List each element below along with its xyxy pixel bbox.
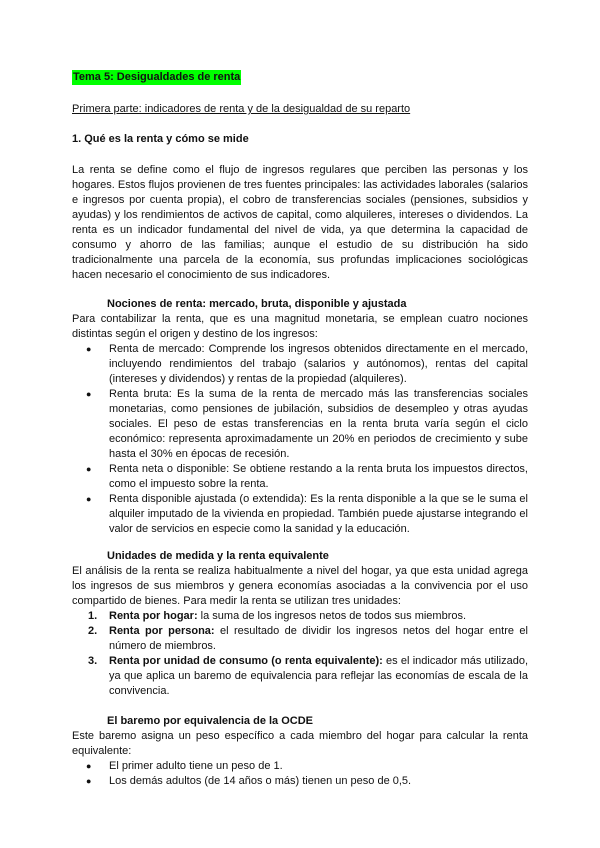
list-item xyxy=(72,654,528,699)
list-number: 1. xyxy=(88,610,98,622)
list-number: 3. xyxy=(88,655,98,667)
nociones-list xyxy=(72,342,528,537)
list-item: ● El primer adulto tiene un peso de 1. xyxy=(72,759,528,774)
title-highlight: Tema 5: Desigualdades de renta xyxy=(73,71,241,83)
list-item: ● Renta neta o disponible: Se obtiene restando a la renta bruta los impuestos directos, como el impuesto sobre la renta. xyxy=(72,462,528,492)
list-item: ● Los demás adultos (de 14 años o más) tienen un peso de 0,5. xyxy=(72,774,528,789)
list-item: ● Renta bruta: Es la suma de la renta de mercado más las transferencias sociales monetarias, como pensiones de jubilación, subsidios de desempleo y otras ayudas sociales. El peso de estas transferencias en la renta bruta varía según el ciclo económico: representa aproximadamente un 20% en periodos de crecimiento y sube hasta el 30% en épocas de recesión. xyxy=(72,387,528,462)
list-number: 2. xyxy=(88,625,98,637)
list-item: ● Renta de mercado: Comprende los ingresos obtenidos directamente en el mercado, incluyendo rendimientos del trabajo (salarios y autónomos), rentas del capital (intereses y dividendos) y rentas de la propiedad (alquileres). xyxy=(72,342,528,387)
nociones-intro: Para contabilizar la renta, que es una magnitud monetaria, se emplean cuatro nociones distintas según el origen y destino de los ingresos: xyxy=(72,313,528,340)
document-subtitle: Primera parte: indicadores de renta y de la desigualdad de su reparto xyxy=(72,103,411,115)
list-term: Renta por hogar: xyxy=(109,610,198,622)
subheading-baremo: El baremo por equivalencia de la OCDE xyxy=(107,715,314,727)
list-term: Renta por unidad de consumo (o renta equivalente): xyxy=(109,655,383,667)
list-term: Renta por persona: xyxy=(109,625,215,637)
subheading-nociones: Nociones de renta: mercado, bruta, disponible y ajustada xyxy=(107,298,407,310)
list-text: es el indicador más utilizado, ya que aplica un baremo de equivalencia para reflejar las economías de escala de la convivencia. xyxy=(109,655,529,697)
document-title xyxy=(72,70,528,85)
section-heading-renta: 1. Qué es la renta y cómo se mide xyxy=(72,133,249,145)
unidades-list xyxy=(72,609,528,699)
list-text: el resultado de dividir los ingresos netos del hogar entre el número de miembros. xyxy=(109,625,528,652)
list-text: la suma de los ingresos netos de todos sus miembros. xyxy=(197,610,467,622)
baremo-list xyxy=(72,759,528,789)
baremo-intro: Este baremo asigna un peso específico a cada miembro del hogar para calcular la renta equivalente: xyxy=(72,730,528,757)
list-item: ● Renta disponible ajustada (o extendida): Es la renta disponible a la que se le suma el alquiler imputado de la vivienda en propiedad. También puede ajustarse integrando el valor de servicios en especie como la sanidad y la educación. xyxy=(72,492,528,537)
subheading-unidades: Unidades de medida y la renta equivalente xyxy=(107,550,329,562)
list-item xyxy=(72,609,528,624)
list-item xyxy=(72,624,528,654)
section-intro-paragraph: La renta se define como el flujo de ingresos regulares que perciben las personas y los hogares. Estos flujos provienen de tres fuentes principales: las actividades laborales (salarios e ingresos por cuenta propia), el cobro de transferencias sociales (pensiones, subsidios y ayudas) y los rendimientos de activos de capital, como alquileres, intereses o dividendos. La renta es un indicador fundamental del nivel de vida, ya que determina la capacidad de consumo y ahorro de las familias; aunque el estudio de su distribución ha sido tradicionalmente una parcela de la economía, sus profundas implicaciones sociológicas hacen necesario el conocimiento de sus indicadores. xyxy=(72,164,528,281)
unidades-intro: El análisis de la renta se realiza habitualmente a nivel del hogar, ya que esta unidad agrega los ingresos de sus miembros y genera economías asociadas a la convivencia por el uso compartido de bienes. Para medir la renta se utilizan tres unidades: xyxy=(72,565,528,607)
